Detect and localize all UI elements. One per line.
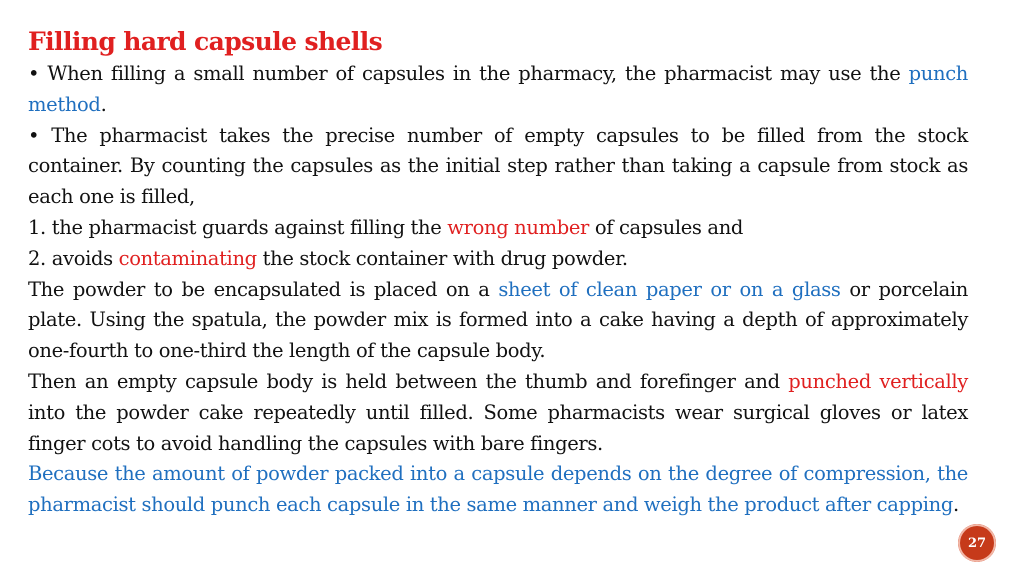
page-number-badge bbox=[958, 524, 996, 562]
paragraph-punching bbox=[28, 367, 968, 459]
numbered-item-1 bbox=[28, 213, 968, 244]
bullet-punch-method bbox=[28, 59, 968, 121]
page-number: 27 bbox=[967, 535, 987, 551]
text: • When filling a small number of capsules in the pharmacy, the pharmacist may use the bbox=[28, 62, 909, 85]
numbered-item-2 bbox=[28, 244, 968, 275]
slide-content bbox=[28, 26, 968, 521]
slide-body bbox=[28, 59, 968, 521]
text: 1. the pharmacist guards against filling the bbox=[28, 215, 448, 239]
text: the stock container with drug powder. bbox=[256, 246, 628, 270]
highlight-compression: Because the amount of powder packed into a capsule depends on the degree of compression, the pharmacist should punch each capsule in the same manner and weigh the product after capping bbox=[28, 462, 968, 517]
highlight-contaminating: contaminating bbox=[118, 246, 257, 270]
paragraph-compression bbox=[28, 459, 968, 521]
highlight-punched-vertically: punched vertically bbox=[788, 369, 968, 393]
highlight-punch-method: punch method bbox=[28, 62, 968, 116]
highlight-wrong-number: wrong number bbox=[447, 215, 590, 239]
paragraph-powder-cake bbox=[28, 275, 968, 367]
highlight-clean-paper: sheet of clean paper or on a glass bbox=[498, 277, 841, 301]
text: • The pharmacist takes the precise number of empty capsules to be filled from the stock container. By counting the capsules as the initial step rather than taking a capsule from stock as each one is filled, bbox=[28, 123, 968, 209]
text: of capsules and bbox=[589, 215, 744, 239]
text: . bbox=[953, 493, 959, 517]
text: or porcelain plate. Using the spatula, the powder mix is formed into a cake having a depth of approximately one-fourth to one-third the length of the capsule body. bbox=[28, 277, 969, 363]
text: . bbox=[100, 92, 107, 116]
text: 2. avoids bbox=[28, 246, 119, 270]
slide-title: Filling hard capsule shells bbox=[28, 27, 383, 56]
text: The powder to be encapsulated is placed on a bbox=[28, 277, 499, 301]
text: Then an empty capsule body is held between the thumb and forefinger and bbox=[28, 369, 789, 393]
text: into the powder cake repeatedly until filled. Some pharmacists wear surgical gloves or latex finger cots to avoid handling the capsules with bare fingers. bbox=[28, 400, 968, 455]
bullet-counting bbox=[28, 121, 968, 213]
